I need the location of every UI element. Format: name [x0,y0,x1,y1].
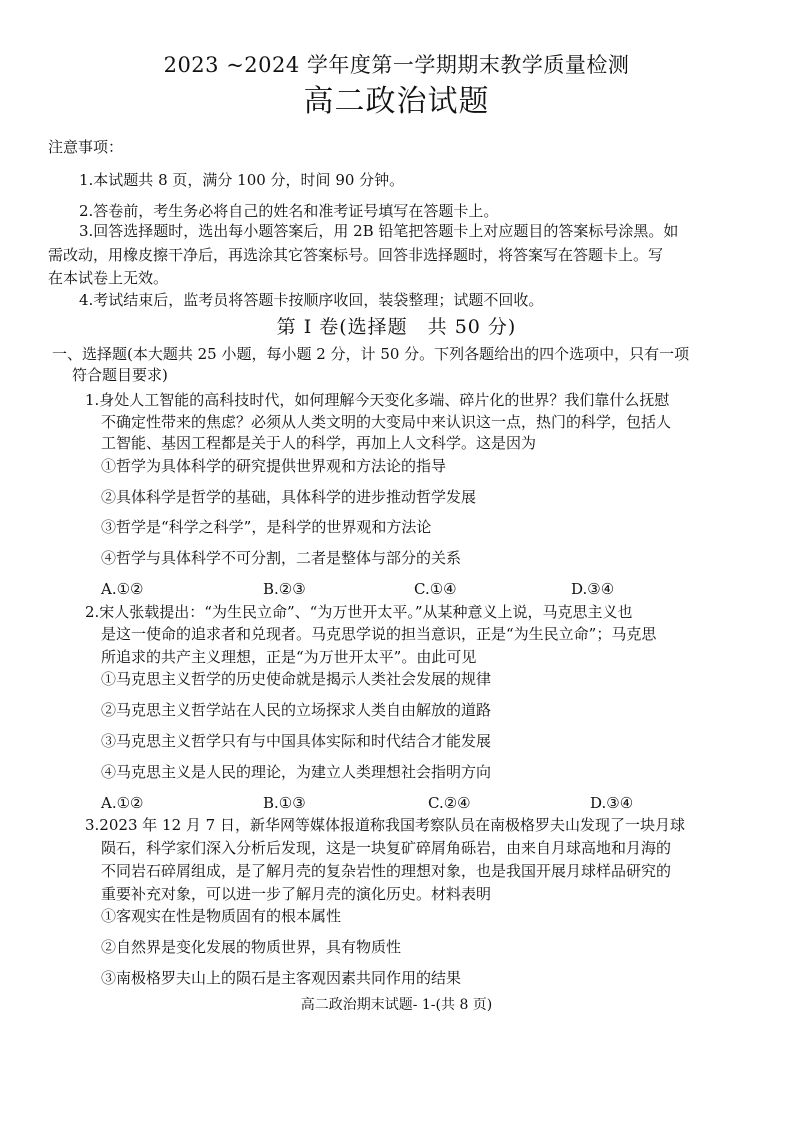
q1-statement-3: ③哲学是“科学之科学”，是科学的世界观和方法论 [101,518,432,536]
part1-instructions-line-1: 一、选择题(本大题共 25 小题，每小题 2 分，计 50 分。下列各题给出的四个选项中，只有一项 [52,345,690,363]
note-3-line-3: 在本试卷上无效。 [48,269,169,287]
q2-statement-4: ④马克思主义是人民的理论，为建立人类理想社会指明方向 [101,763,492,781]
note-4: 4.考试结束后，监考员将答题卡按顺序收回，装袋整理；试题不回收。 [79,291,544,309]
q1-statement-2: ②具体科学是哲学的基础，具体科学的进步推动哲学发展 [101,488,477,506]
page-footer: 高二政治期末试题- 1-(共 8 页) [300,997,493,1013]
q2-statement-3: ③马克思主义哲学只有与中国具体实际和时代结合才能发展 [101,732,492,750]
q3-stem-line-2: 陨石，科学家们深入分析后发现，这是一块复矿碎屑角砾岩，由来自月球高地和月海的 [101,839,672,857]
note-2: 2.答卷前，考生务必将自己的姓名和准考证号填写在答题卡上。 [79,202,499,220]
q1-statement-1: ①哲学为具体科学的研究提供世界观和方法论的指导 [101,457,447,475]
q3-stem-line-1: 3.2023 年 12 月 7 日，新华网等媒体报道称我国考察队员在南极格罗夫山发现了一块月球 [85,816,685,834]
q1-option-b[interactable]: B.②③ [263,580,306,598]
q2-option-a[interactable]: A.①② [101,794,144,812]
q2-stem-line-2: 是这一使命的追求者和兑现者。马克思学说的担当意识，正是“为生民立命”；马克思 [101,625,657,643]
q2-statement-1: ①马克思主义哲学的历史使命就是揭示人类社会发展的规律 [101,670,492,688]
q1-option-c[interactable]: C.①④ [414,580,457,598]
exam-subtitle: 2023 ~2024 学年度第一学期期末教学质量检测 [163,53,630,77]
q2-stem-line-1: 2.宋人张载提出：“为生民立命”、“为万世开太平。”从某种意义上说，马克思主义也 [85,603,633,621]
q1-statement-4: ④哲学与具体科学不可分割，二者是整体与部分的关系 [101,549,462,567]
q3-statement-1: ①客观实在性是物质固有的根本属性 [101,907,342,925]
q1-stem-line-3: 工智能、基因工程都是关于人的科学，再加上人文科学。这是因为 [101,434,537,452]
note-3-line-1: 3.回答选择题时，选出每小题答案后，用 2B 铅笔把答题卡上对应题目的答案标号涂黑。如 [79,222,679,240]
q3-statement-3: ③南极格罗夫山上的陨石是主客观因素共同作用的结果 [101,969,462,987]
part1-instructions-line-2: 符合题目要求) [72,366,168,384]
section-title: 第 Ⅰ 卷(选择题 共 50 分) [276,316,517,338]
q3-statement-2: ②自然界是变化发展的物质世界，具有物质性 [101,938,402,956]
q2-stem-line-3: 所追求的共产主义理想，正是“为万世开太平”。由此可见 [101,648,477,666]
notes-heading: 注意事项： [48,138,124,156]
q2-option-b[interactable]: B.①③ [263,794,306,812]
q1-option-a[interactable]: A.①② [101,580,144,598]
q3-stem-line-3: 不同岩石碎屑组成，是了解月壳的复杂岩性的理想对象，也是我国开展月球样品研究的 [101,862,672,880]
note-3-line-2: 需改动，用橡皮擦干净后，再选涂其它答案标号。回答非选择题时，将答案写在答题卡上。写 [48,246,664,264]
q3-stem-line-4: 重要补充对象，可以进一步了解月壳的演化历史。材料表明 [101,885,492,903]
note-1: 1.本试题共 8 页，满分 100 分，时间 90 分钟。 [79,171,405,189]
q1-stem-line-1: 1.身处人工智能的高科技时代，如何理解今天变化多端、碎片化的世界？我们靠什么抚慰 [85,391,670,409]
q2-option-c[interactable]: C.②④ [428,794,471,812]
q2-statement-2: ②马克思主义哲学站在人民的立场探求人类自由解放的道路 [101,701,492,719]
exam-title: 高二政治试题 [303,84,490,119]
q1-option-d[interactable]: D.③④ [571,580,615,598]
q1-stem-line-2: 不确定性带来的焦虑？必须从人类文明的大变局中来认识这一点，热门的科学，包括人 [101,413,672,431]
q2-option-d[interactable]: D.③④ [590,794,634,812]
